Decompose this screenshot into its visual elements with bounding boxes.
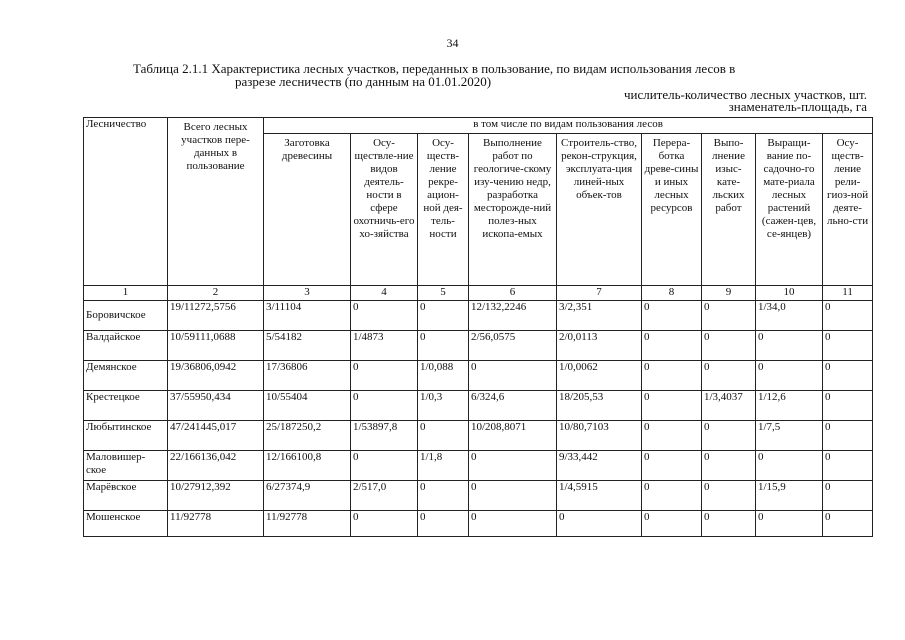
table-cell: 0 [756,451,823,481]
column-number: 5 [418,286,469,301]
column-number: 2 [168,286,264,301]
table-row [84,511,873,537]
cell-forestry: Боровичское [84,301,168,331]
table-cell: 0 [702,451,756,481]
column-number: 11 [823,286,873,301]
table-cell: 0 [702,481,756,511]
table-cell: 37/55950,434 [168,391,264,421]
table-cell: 3/11104 [264,301,351,331]
table-cell: 2/517,0 [351,481,418,511]
table-cell: 1/12,6 [756,391,823,421]
table-cell: 0 [702,361,756,391]
table-row [84,391,873,421]
table-cell: 0 [823,331,873,361]
table-cell: 1/0,0062 [557,361,642,391]
table-row [84,421,873,451]
table-cell: 1/34,0 [756,301,823,331]
header-col-8: Перера-ботка древе-сины и иных лесных ресурсов [642,134,702,286]
table-cell: 9/33,442 [557,451,642,481]
table-cell: 2/0,0113 [557,331,642,361]
table-cell: 0 [418,421,469,451]
table-caption [133,62,868,88]
table-cell: 0 [469,481,557,511]
header-col-4: Осу-ществле-ние видов деятель-ности в сфере охотничь-его хо-зяйства [351,134,418,286]
header-col-3: Заготовка древесины [264,134,351,286]
table-row [84,361,873,391]
table-cell: 10/27912,392 [168,481,264,511]
table-cell: 1/7,5 [756,421,823,451]
table-cell: 0 [823,421,873,451]
table-cell: 19/11272,5756 [168,301,264,331]
table-cell: 10/208,8071 [469,421,557,451]
table-cell: 0 [823,481,873,511]
column-number: 3 [264,286,351,301]
table-cell: 0 [823,391,873,421]
table-cell: 0 [351,361,418,391]
table-cell: 0 [642,481,702,511]
table-cell: 25/187250,2 [264,421,351,451]
table-cell: 0 [351,301,418,331]
header-group: в том числе по видам пользования лесов [264,118,873,134]
table-cell: 0 [469,511,557,537]
page-number: 34 [446,36,459,50]
header-forestry: Лесничество [84,118,168,286]
column-number-row [84,286,873,301]
header-col-11: Осу-ществ-ление рели-гиоз-ной деяте-льно-сти [823,134,873,286]
table-cell: 0 [642,331,702,361]
column-number: 8 [642,286,702,301]
units-numerator: числитель-количество лесных участков, шт. [623,87,867,102]
table-cell: 0 [642,451,702,481]
table-cell: 0 [557,511,642,537]
table-cell: 0 [702,511,756,537]
table-cell: 11/92778 [264,511,351,537]
table-cell: 0 [418,511,469,537]
table-cell: 10/80,7103 [557,421,642,451]
table-cell: 1/4,5915 [557,481,642,511]
table-cell: 3/2,351 [557,301,642,331]
cell-forestry: Любытинское [84,421,168,451]
table-cell: 1/0,088 [418,361,469,391]
table-cell: 0 [418,331,469,361]
units-denominator: знаменатель-площадь, га [728,99,867,114]
column-number: 6 [469,286,557,301]
table-cell: 0 [351,511,418,537]
table-cell: 12/166100,8 [264,451,351,481]
table-cell: 0 [642,391,702,421]
table-cell: 0 [642,301,702,331]
table-cell: 19/36806,0942 [168,361,264,391]
cell-forestry: Валдайское [84,331,168,361]
cell-forestry: Мошенское [84,511,168,537]
forestry-table [83,117,873,537]
table-cell: 1/1,8 [418,451,469,481]
table-cell: 0 [823,451,873,481]
table-row [84,331,873,361]
header-col-9: Выпо-лнение изыс-кате-льских работ [702,134,756,286]
table-cell: 0 [823,361,873,391]
column-number: 1 [84,286,168,301]
table-cell: 10/55404 [264,391,351,421]
table-cell: 5/54182 [264,331,351,361]
table-row [84,451,873,481]
table-cell: 11/92778 [168,511,264,537]
table-cell: 0 [702,301,756,331]
table-cell: 0 [469,361,557,391]
table-cell: 0 [642,511,702,537]
table-cell: 0 [702,331,756,361]
units-note [624,89,867,113]
table-cell: 1/3,4037 [702,391,756,421]
table-cell: 0 [756,331,823,361]
caption-line-2: разрезе лесничеств (по данным на 01.01.2020) [235,74,492,89]
table-cell: 17/36806 [264,361,351,391]
table-cell: 0 [418,481,469,511]
table-cell: 2/56,0575 [469,331,557,361]
table-cell: 1/4873 [351,331,418,361]
cell-forestry: Демянское [84,361,168,391]
table-cell: 0 [756,361,823,391]
table-cell: 18/205,53 [557,391,642,421]
cell-forestry: Марёвское [84,481,168,511]
table-cell: 0 [642,421,702,451]
table-row [84,301,873,331]
cell-forestry: Крестецкое [84,391,168,421]
table-cell: 6/27374,9 [264,481,351,511]
table-cell: 0 [418,301,469,331]
header-col-6: Выполнение работ по геологиче-скому изу-чению недр, разработка месторожде-ний полез-ных ископа-емых [469,134,557,286]
table-cell: 12/132,2246 [469,301,557,331]
table-cell: 0 [351,451,418,481]
table-header [84,118,873,301]
header-col-10: Выращи-вание по-садочно-го мате-риала лесных растений (сажен-цев, се-янцев) [756,134,823,286]
column-number: 9 [702,286,756,301]
table-cell: 0 [351,391,418,421]
table-cell: 1/15,9 [756,481,823,511]
header-col-5: Осу-ществ-ление рекре-ацион-ной дея-тель-ности [418,134,469,286]
table-cell: 0 [469,451,557,481]
table-row [84,481,873,511]
table-cell: 0 [756,511,823,537]
table-cell: 47/241445,017 [168,421,264,451]
table-cell: 0 [642,361,702,391]
table-cell: 0 [702,421,756,451]
table-cell: 10/59111,0688 [168,331,264,361]
table-cell: 6/324,6 [469,391,557,421]
column-number: 4 [351,286,418,301]
header-total: Всего лесных участков пере-данных в пользование [168,118,264,286]
table-cell: 1/0,3 [418,391,469,421]
caption-line-1: Таблица 2.1.1 Характеристика лесных участков, переданных в пользование, по видам использования лесов в [133,61,736,76]
header-col-7: Строитель-ство, рекон-струкция, эксплуата-ция линей-ных объек-тов [557,134,642,286]
column-number: 7 [557,286,642,301]
table-cell: 1/53897,8 [351,421,418,451]
table-body [84,301,873,537]
table-cell: 0 [823,511,873,537]
column-number: 10 [756,286,823,301]
table-cell: 22/166136,042 [168,451,264,481]
table-cell: 0 [823,301,873,331]
cell-forestry: Маловишер-ское [84,451,168,481]
